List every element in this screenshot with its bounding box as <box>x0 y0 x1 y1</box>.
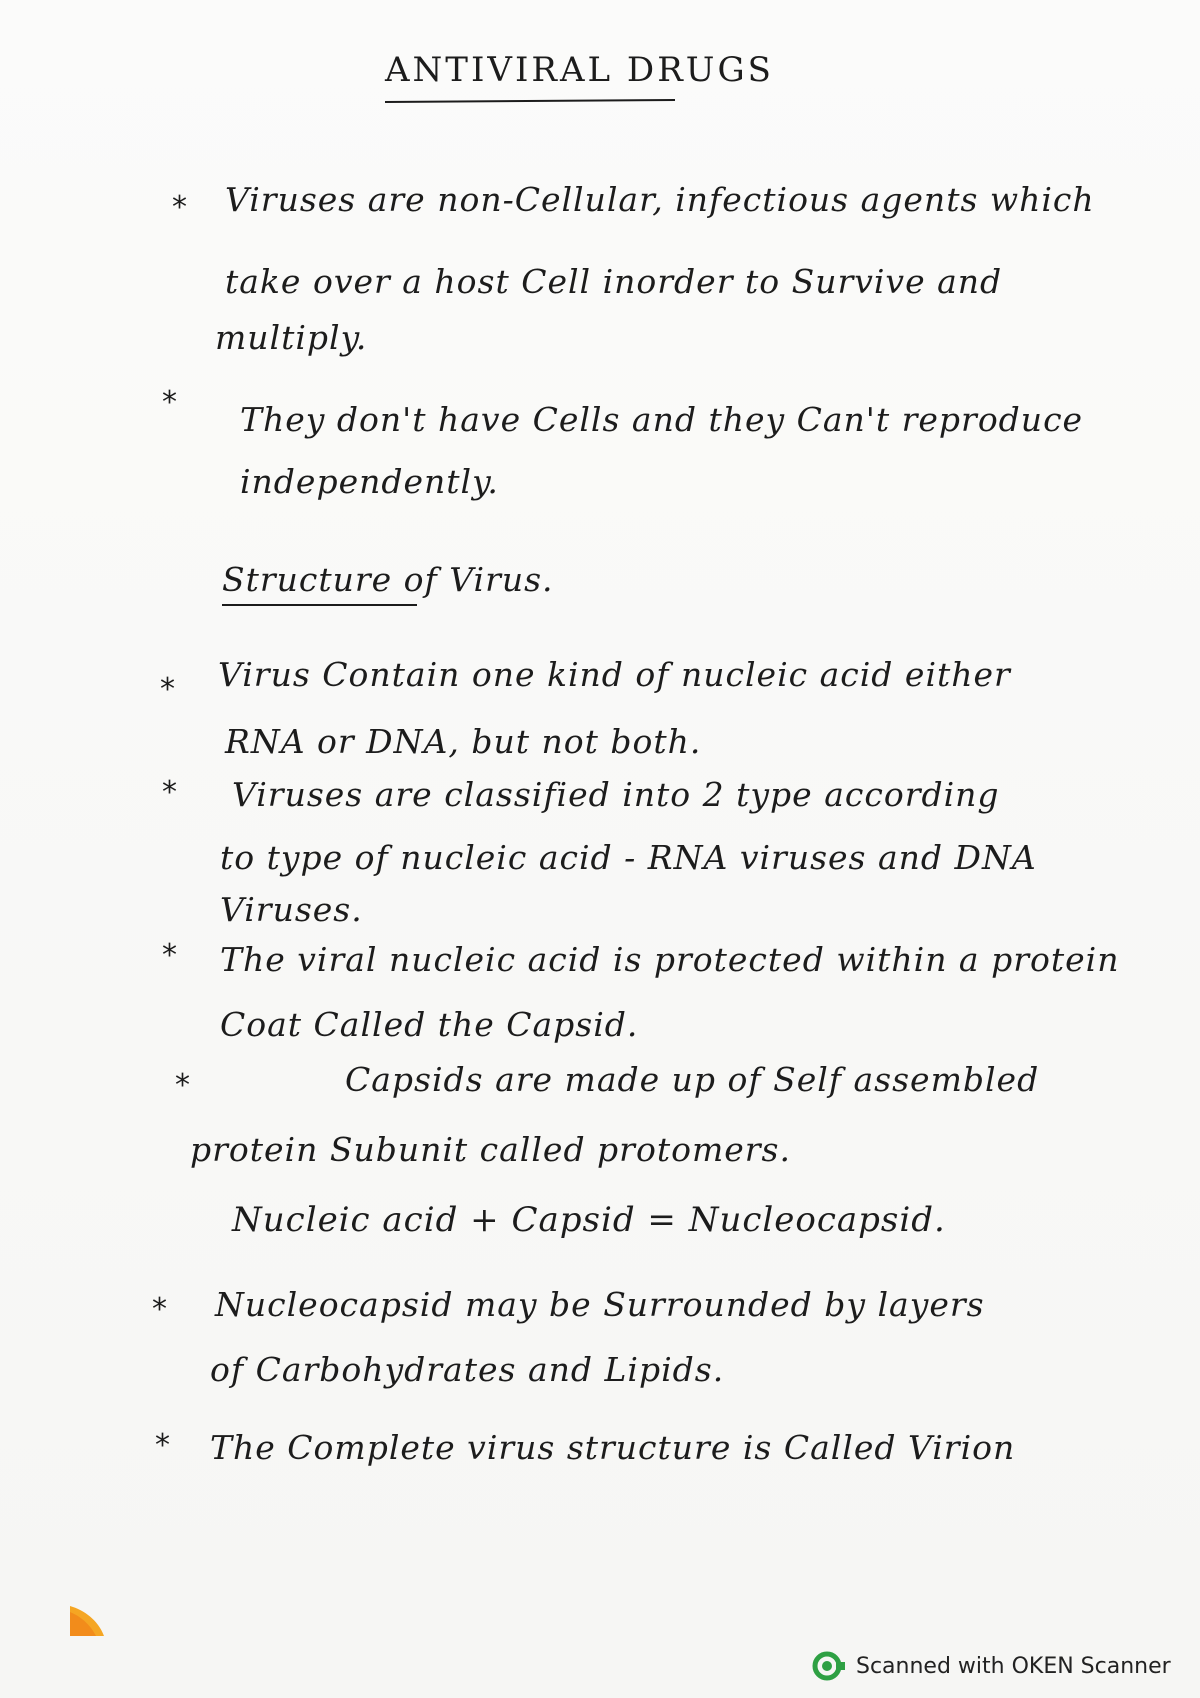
text-line-4: They don't have Cells and they Can't reproduce <box>240 400 1084 439</box>
text-line-12: Coat Called the Capsid. <box>220 1005 639 1044</box>
text-line-3: multiply. <box>215 318 368 357</box>
bullet-6: * <box>175 1068 190 1103</box>
text-line-8: Viruses are classified into 2 type according <box>232 775 1000 814</box>
text-line-13: Capsids are made up of Self assembled <box>345 1060 1040 1099</box>
footer-text: Scanned with OKEN Scanner <box>856 1653 1171 1679</box>
title-underline <box>385 99 675 103</box>
oken-scanner-logo-icon <box>812 1651 846 1681</box>
page-title: ANTIVIRAL DRUGS <box>385 50 774 90</box>
equation-line: Nucleic acid + Capsid = Nucleocapsid. <box>232 1200 946 1240</box>
bullet-7: * <box>152 1292 167 1327</box>
bullet-3: * <box>160 672 175 707</box>
text-line-14: protein Subunit called protomers. <box>190 1130 791 1169</box>
bullet-5: * <box>162 938 177 973</box>
text-line-5: independently. <box>240 462 499 501</box>
scanner-footer <box>812 1651 1171 1681</box>
text-line-9: to type of nucleic acid - RNA viruses and DNA <box>220 838 1037 877</box>
text-line-10: Viruses. <box>220 890 363 929</box>
heading-underline <box>222 604 417 606</box>
bullet-4: * <box>162 775 177 810</box>
text-line-2: take over a host Cell inorder to Survive and <box>225 262 1003 301</box>
text-line-7: RNA or DNA, but not both. <box>225 722 702 761</box>
orange-corner-logo-icon <box>70 1604 106 1638</box>
bullet-8: * <box>155 1428 170 1463</box>
text-line-15: Nucleocapsid may be Surrounded by layers <box>215 1285 985 1324</box>
section-heading: Structure of Virus. <box>222 560 554 599</box>
text-line-16: of Carbohydrates and Lipids. <box>210 1350 725 1389</box>
text-line-1: Viruses are non-Cellular, infectious agents which <box>225 180 1095 219</box>
text-line-11: The viral nucleic acid is protected within a protein <box>220 940 1120 979</box>
bullet-1: * <box>172 190 187 225</box>
bullet-2: * <box>162 385 177 420</box>
text-line-17: The Complete virus structure is Called Virion <box>210 1428 1016 1467</box>
text-line-6: Virus Contain one kind of nucleic acid either <box>218 655 1011 694</box>
